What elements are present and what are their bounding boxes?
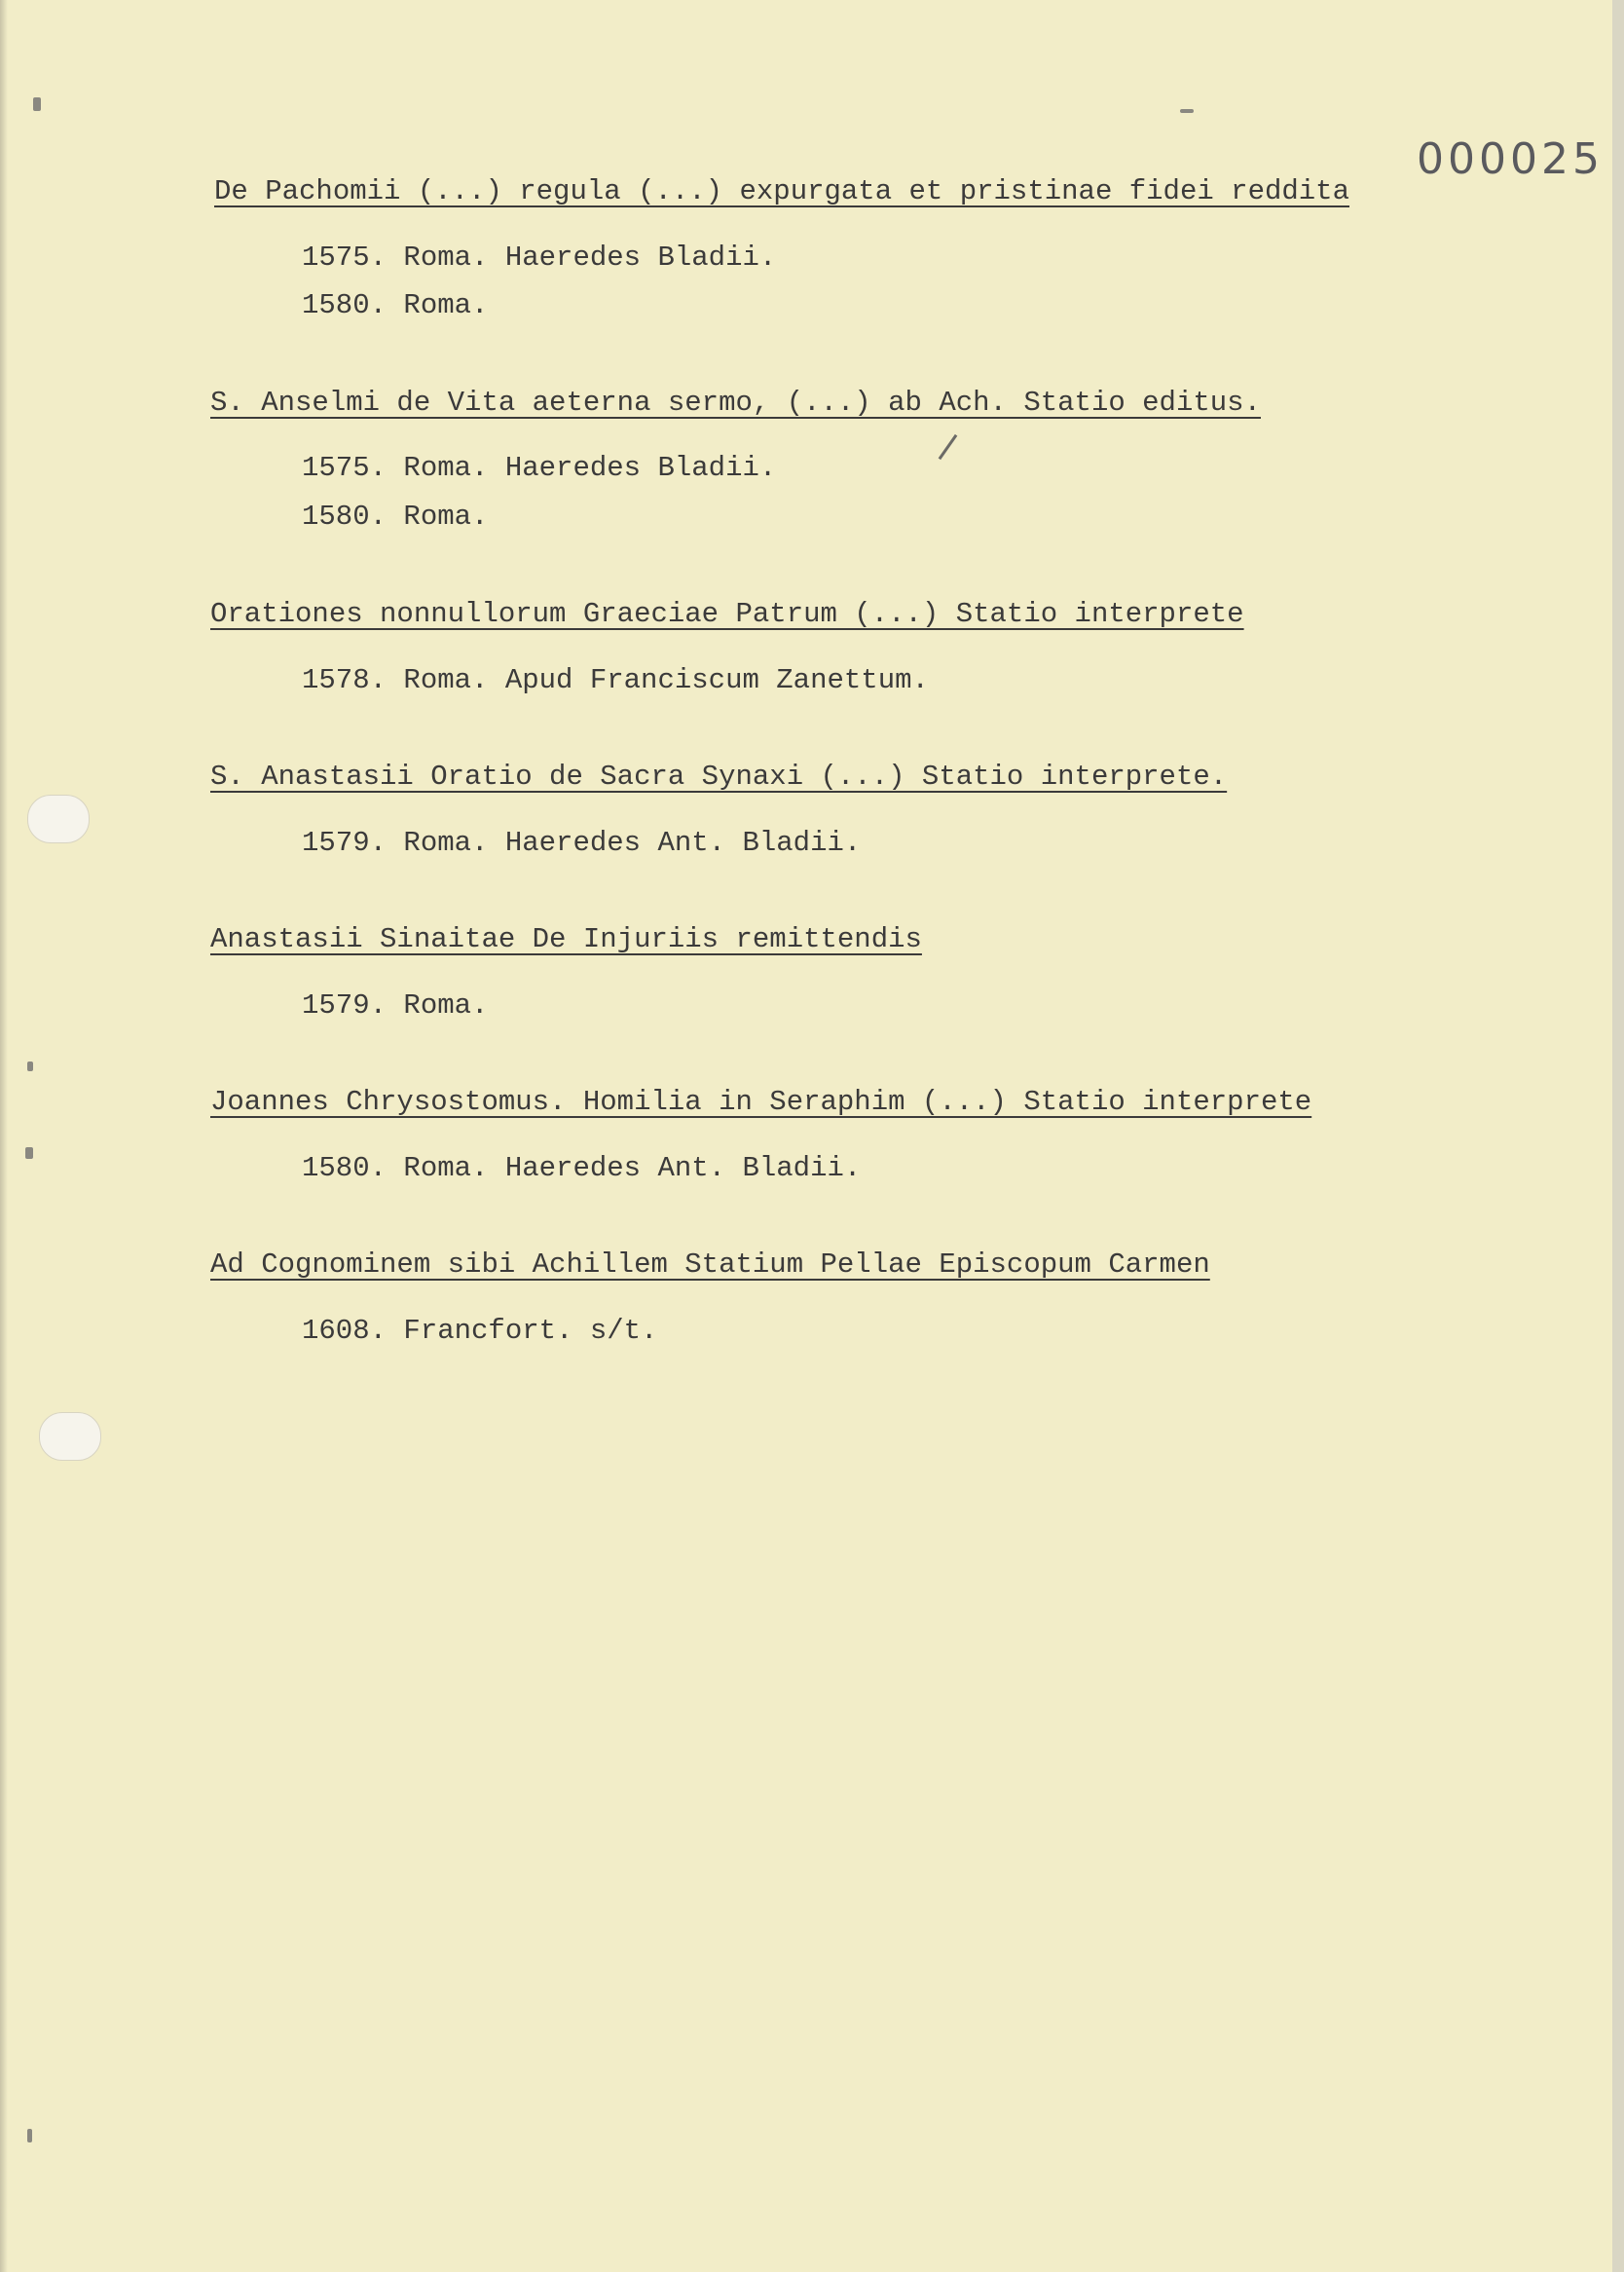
entry-title: S. Anselmi de Vita aeterna sermo, (...) ab Ach. Statio editus. xyxy=(210,387,1261,419)
punch-hole-bottom xyxy=(39,1412,101,1461)
entry-title: Orationes nonnullorum Graeciae Patrum (...) Statio interprete xyxy=(210,598,1244,630)
edition-line: 1579. Roma. Haeredes Ant. Bladii. xyxy=(302,827,862,859)
edition-line: 1580. Roma. xyxy=(302,289,489,321)
edition-line: 1608. Francfort. s/t. xyxy=(302,1315,658,1347)
punch-hole-top xyxy=(27,795,90,843)
page-left-edge xyxy=(0,0,8,2272)
entry-title: Anastasii Sinaitae De Injuriis remittendis xyxy=(210,923,922,955)
edition-line: 1578. Roma. Apud Franciscum Zanettum. xyxy=(302,664,929,696)
paper-speck xyxy=(1180,109,1194,113)
edition-line: 1580. Roma. xyxy=(302,501,489,533)
paper-speck xyxy=(25,1147,33,1159)
page-number: 000025 xyxy=(1417,134,1604,184)
edition-line: 1575. Roma. Haeredes Bladii. xyxy=(302,452,777,484)
entry-title: Joannes Chrysostomus. Homilia in Seraphim (...) Statio interprete xyxy=(210,1086,1312,1118)
entry-title: De Pachomii (...) regula (...) expurgata et pristinae fidei reddita xyxy=(214,175,1349,207)
paper-speck xyxy=(33,97,41,111)
entry-title: Ad Cognominem sibi Achillem Statium Pellae Episcopum Carmen xyxy=(210,1248,1210,1281)
edition-line: 1580. Roma. Haeredes Ant. Bladii. xyxy=(302,1152,862,1184)
edition-line: 1579. Roma. xyxy=(302,989,489,1022)
edition-line: 1575. Roma. Haeredes Bladii. xyxy=(302,242,777,274)
entry-title: S. Anastasii Oratio de Sacra Synaxi (...) Statio interprete. xyxy=(210,761,1228,793)
paper-speck xyxy=(27,1062,33,1071)
paper-speck xyxy=(27,2129,32,2142)
page-right-edge xyxy=(1612,0,1624,2272)
